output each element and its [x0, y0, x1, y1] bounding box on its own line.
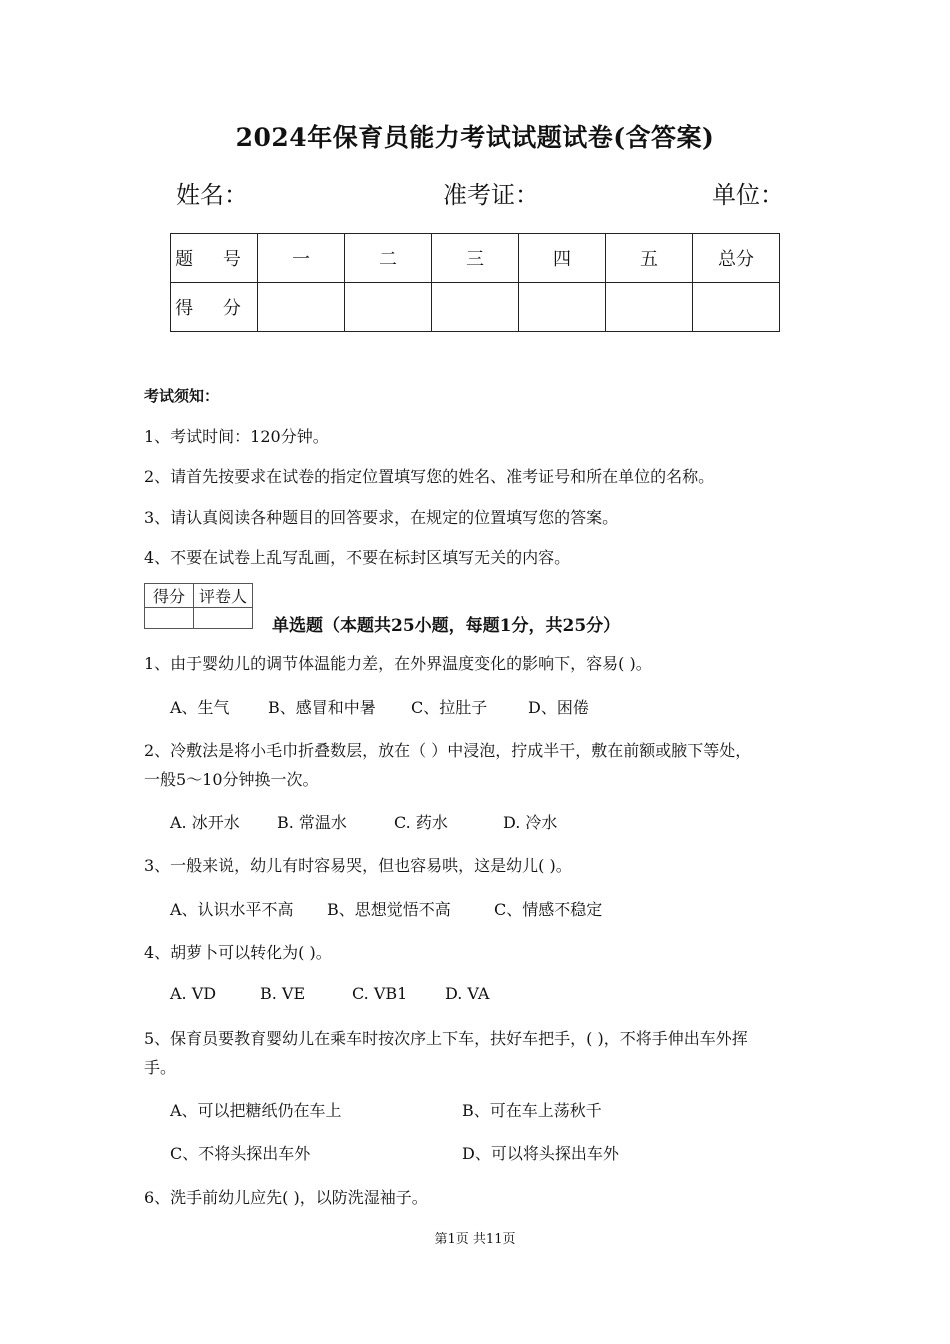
question-stem: 3、一般来说，幼儿有时容易哭，但也容易哄，这是幼儿( )。 [144, 856, 572, 875]
notice-item: 4、不要在试卷上乱写乱画，不要在标封区填写无关的内容。 [144, 548, 571, 567]
score-table-header-cell: 题 号 [171, 234, 258, 283]
option-d: D、可以将头探出车外 [462, 1144, 619, 1163]
score-table-header-cell: 五 [606, 234, 693, 283]
option-c: C、情感不稳定 [494, 900, 603, 919]
score-cell[interactable] [432, 283, 519, 332]
option-c: C、不将头探出车外 [170, 1144, 311, 1163]
grader-reviewer-cell[interactable] [194, 608, 253, 629]
score-table-header-cell: 二 [345, 234, 432, 283]
option-a: A. 冰开水 [170, 813, 240, 832]
grader-score-label: 得分 [145, 584, 194, 608]
question-stem: 1、由于婴幼儿的调节体温能力差，在外界温度变化的影响下，容易( )。 [144, 654, 652, 673]
section-title: 单选题（本题共25小题，每题1分，共25分） [272, 616, 621, 636]
page-title: 2024年保育员能力考试试题试卷(含答案) [235, 123, 715, 152]
question-stem: 4、胡萝卜可以转化为( )。 [144, 943, 332, 962]
option-a: A. VD [170, 984, 217, 1003]
option-b: B、可在车上荡秋千 [462, 1101, 602, 1120]
score-cell[interactable] [693, 283, 780, 332]
score-table [170, 233, 780, 332]
option-a: A、生气 [170, 698, 230, 717]
score-cell[interactable] [519, 283, 606, 332]
page-footer: 第1页 共11页 [434, 1232, 516, 1247]
question-stem-continued: 手。 [144, 1058, 177, 1077]
notice-item: 2、请首先按要求在试卷的指定位置填写您的姓名、准考证号和所在单位的名称。 [144, 467, 715, 486]
score-table-header-row [171, 234, 780, 283]
unit-field-label: 单位： [712, 181, 784, 209]
score-table-score-row [171, 283, 780, 332]
question-stem: 5、保育员要教育婴幼儿在乘车时按次序上下车，扶好车把手，( )，不将手伸出车外挥 [144, 1029, 748, 1048]
grader-score-cell[interactable] [145, 608, 194, 629]
option-d: D. 冷水 [503, 813, 558, 832]
option-c: C. VB1 [352, 984, 408, 1003]
option-c: C、拉肚子 [411, 698, 488, 717]
question-stem: 6、洗手前幼儿应先( )，以防洗湿袖子。 [144, 1188, 428, 1207]
grader-box [144, 583, 253, 629]
question-stem: 2、冷敷法是将小毛巾折叠数层，放在（ ）中浸泡，拧成半干，敷在前额或腋下等处， [144, 741, 752, 760]
grader-reviewer-label: 评卷人 [194, 584, 253, 608]
score-table-header-cell: 三 [432, 234, 519, 283]
option-d: D、困倦 [528, 698, 589, 717]
option-b: B、感冒和中暑 [268, 698, 376, 717]
option-b: B. 常温水 [277, 813, 347, 832]
name-field-label: 姓名： [176, 181, 248, 209]
score-cell[interactable] [258, 283, 345, 332]
score-table-header-cell: 一 [258, 234, 345, 283]
score-table-row-label: 得 分 [171, 283, 258, 332]
score-table-header-cell: 总分 [693, 234, 780, 283]
option-b: B、思想觉悟不高 [327, 900, 451, 919]
question-stem-continued: 一般5～10分钟换一次。 [144, 770, 319, 789]
score-table-header-cell: 四 [519, 234, 606, 283]
exam-number-field-label: 准考证： [443, 181, 539, 209]
score-cell[interactable] [345, 283, 432, 332]
notice-item: 1、考试时间：120分钟。 [144, 427, 329, 446]
option-a: A、可以把糖纸仍在车上 [170, 1101, 342, 1120]
option-b: B. VE [260, 984, 306, 1003]
option-c: C. 药水 [394, 813, 448, 832]
notice-item: 3、请认真阅读各种题目的回答要求，在规定的位置填写您的答案。 [144, 508, 619, 527]
option-a: A、认识水平不高 [170, 900, 294, 919]
notice-heading: 考试须知： [144, 387, 220, 405]
score-cell[interactable] [606, 283, 693, 332]
option-d: D. VA [445, 984, 490, 1003]
